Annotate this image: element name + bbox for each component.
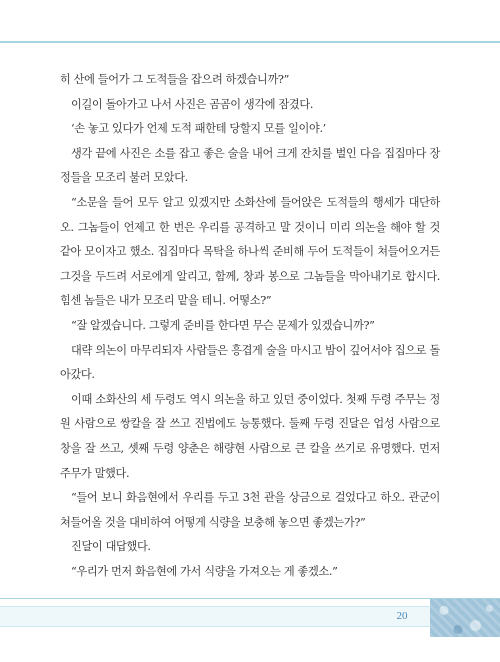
paragraph: “우리가 먼저 화음현에 가서 식량을 가져오는 게 좋겠소.” <box>71 564 338 578</box>
paragraph: “잘 알겠습니다. 그렇게 준비를 한다면 무슨 문제가 있겠습니까?” <box>71 318 375 332</box>
paragraph: “들어 보니 화음현에서 우리를 두고 3천 관을 상금으로 걸었다고 하오. 관군이 쳐들어올 것을 대비하여 어떻게 식량을 보충해 놓으면 좋겠는가?” <box>60 491 440 529</box>
paragraph: 생각 끝에 사진은 소를 잡고 좋은 술을 내어 크게 잔치를 벌인 다음 집집마다 장정들을 모조리 불러 모았다. <box>60 146 440 185</box>
decorative-pattern <box>430 599 500 637</box>
paragraph: 히 산에 들어가 그 도적들을 잡으려 하겠습니까?” <box>60 73 289 86</box>
paragraph: 이때 소화산의 세 두령도 역시 의논을 하고 있던 중이었다. 첫째 두령 주무는 정원 사람으로 쌍칼을 잘 쓰고 진법에도 능통했다. 둘째 두령 진달은 업성 사람으로 창을 잘 쓰고, 셋째 두령 양춘은 해량현 사람으로 큰 칼을 쓰기로 유명했다. 먼저 주무가 말했다. <box>60 392 440 480</box>
paragraph: 이길이 돌아가고 나서 사진은 곰곰이 생각에 잠겼다. <box>71 97 314 111</box>
footer-band <box>0 606 430 627</box>
paragraph: 진달이 대답했다. <box>71 540 151 554</box>
header-rule <box>0 41 500 43</box>
paragraph: 대략 의논이 마무리되자 사람들은 흥겹게 술을 마시고 밤이 깊어서야 집으로 돌아갔다. <box>60 343 440 382</box>
page-number: 20 <box>396 610 408 622</box>
body-text <box>60 68 440 584</box>
footer-rule <box>0 598 500 599</box>
paragraph: “소문을 들어 모두 알고 있겠지만 소화산에 들어앉은 도적들의 행세가 대단하오. 그놈들이 언제고 한 번은 우리를 공격하고 말 것이니 미리 의논을 해야 할 것 같아 모이자고 했소. 집집마다 목탁을 하나씩 준비해 두어 도적들이 쳐들어오거든 그것을 두드려 서로에게 알리고, 함께, 창과 봉으로 그놈들을 막아내기로 합시다. 힘센 놈들은 내가 모조리 맡을 테니. 어떻소?” <box>60 195 440 308</box>
paragraph: ‘손 놓고 있다가 언제 도적 패한테 당할지 모를 일이야.’ <box>71 122 326 136</box>
